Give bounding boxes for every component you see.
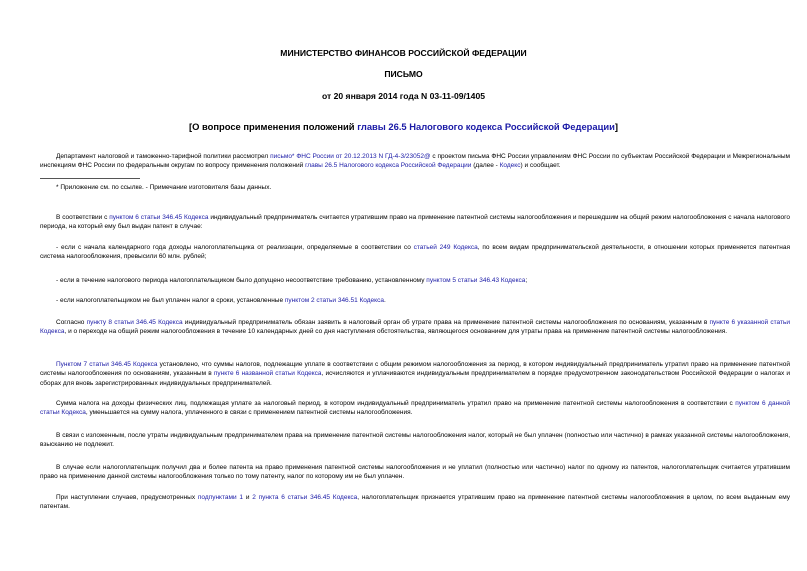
document-date-number: от 20 января 2014 года N 03-11-09/1405 [321,91,486,101]
paragraph-no-recovery: В связи с изложенным, после утраты индивидуальным предпринимателем права на применение патентной системы налогообложения налог, который не был уплачен (полностью или частично) в рамках указанной системы налогообложения, взысканию не подлежит. [40,432,790,449]
chapter-26-5-link[interactable]: главы 26.5 Налогового кодекса Российской Федерации [357,121,615,132]
article-346-45-p6-link[interactable]: пунктом 6 статьи 346.45 Кодекса [109,214,209,221]
list-item-requirement: - если в течение налогового периода налогоплательщиком было допущено несоответствие требованию, установленному пунктом 5 статьи 346.43 Кодекса; [56,277,528,284]
chapter-26-5-link[interactable]: главы 26.5 Налогового кодекса Российской Федерации [305,162,472,170]
article-346-45-p6-named-link[interactable]: пункте 6 названной статьи Кодекса [213,370,322,378]
ministry-heading: МИНИСТЕРСТВО ФИНАНСОВ РОССИЙСКОЙ ФЕДЕРАЦИИ [280,48,527,58]
document-type: ПИСЬМО [384,69,423,79]
article-249-link[interactable]: статьей 249 Кодекса [413,244,478,251]
article-346-45-p7-link[interactable]: Пунктом 7 статьи 346.45 Кодекса [56,361,158,368]
list-item-income: - если с начала календарного года доходы налогоплательщика от реализации, определяемые в соответствии со статьей 249 Кодекса, по всем видам предпринимательской деятельности, в отношении которых применяется патентная система налогообложения, превысили 60 млн. рублей; [40,244,790,261]
paragraph-grounds: В соответствии с пунктом 6 статьи 346.45 Кодекса индивидуальный предприниматель считается утратившим право на применение патентной системы налогообложения и перешедшим на общий режим налогообложения с начала налогового периода, на который ему был выдан патент в случае: [40,214,791,231]
document-subject: [О вопросе применения положений главы 26.5 Налогового кодекса Российской Федерации] [188,121,619,132]
article-346-43-p5-link[interactable]: пунктом 5 статьи 346.43 Кодекса [426,277,526,284]
article-346-51-p2-link[interactable]: пунктом 2 статьи 346.51 Кодекса [284,297,384,304]
paragraph-all-patents: При наступлении случаев, предусмотренных подпунктами 1 и 2 пункта 6 статьи 346.45 Кодекса, налогоплательщик признается утратившим право на применение патентной системы налогообложения в целом, по всем выданным ему патентам. [40,494,790,511]
subparagraph-2-link[interactable]: 2 пункта 6 статьи 346.45 Кодекса [252,494,358,501]
article-346-45-p6-given-link[interactable]: пунктом 6 данной статьи Кодекса [40,400,790,417]
footnote: * Приложение см. по ссылке. - Примечание изготовителя базы данных. [56,184,272,191]
paragraph-personal-income-tax: Сумма налога на доходы физических лиц, подлежащая уплате за налоговый период, в котором индивидуальный предприниматель утратил право на применение патентной системы налогообложения в соответствии с пунктом 6 данной статьи Кодекса, уменьшается на сумму налога, уплаченного в связи с применением патентной системы налогообложения. [40,400,790,417]
paragraph-tax-amounts: Пунктом 7 статьи 346.45 Кодекса установлено, что суммы налогов, подлежащие уплате в соответствии с общим режимом налогообложения за период, в котором индивидуальный предприниматель утратил право на применение патентной системы налогообложения по основаниям, указанным в пункте 6 названной статьи Кодекса, исчисляются и уплачиваются индивидуальным предпринимателем в порядке предусмотренном законодательством Российской Федерации о налогах и сборах для вновь зарегистрированных индивидуальных предпринимателей. [40,361,791,387]
paragraph-intro: Департамент налоговой и таможенно-тарифной политики рассмотрел письмо* ФНС России от 20.12.2013 N ГД-4-3/23052@ с проектом письма ФНС России управлениям ФНС России по субъектам Российской Федерации и Межрегиональным инспекциям ФНС России по федеральным округам по вопросу применения положений главы 26.5 Налогового кодекса Российской Федерации (далее - Кодекс) и сообщает. [40,153,790,170]
subparagraph-1-link[interactable]: подпунктами 1 [197,494,244,501]
paragraph-multiple-patents: В случае если налогоплательщик получил два и более патента на право применения патентной системы налогообложения и не уплатил (полностью или частично) налог по одному из патентов, налогоплательщик считается утратившим право на применение данной системы налогообложения только по тому патенту, налог по которому им не был уплачен. [40,464,790,481]
code-link[interactable]: Кодекс [499,162,521,170]
article-346-45-p6-ref-link[interactable]: пункте 6 указанной статьи Кодекса [40,319,790,336]
article-346-45-p8-link[interactable]: пункту 8 статьи 346.45 Кодекса [86,319,183,326]
paragraph-notify-obligation: Согласно пункту 8 статьи 346.45 Кодекса индивидуальный предприниматель обязан заявить в налоговый орган об утрате права на применение патентной системы налогообложения по основаниям, указанным в пункте 6 указанной статьи Кодекса, и о переходе на общий режим налогообложения в течение 10 календарных дней со дня наступления обстоятельства, являющегося основанием для утраты права на применение патентной системы налогообложения. [40,319,790,336]
fns-letter-link[interactable]: письмо* ФНС России от 20.12.2013 N ГД-4-3/23052@ [270,153,431,160]
list-item-unpaid-tax: - если налогоплательщиком не был уплачен налог в сроки, установленные пунктом 2 статьи 346.51 Кодекса. [56,297,386,304]
footnote-divider [40,178,140,179]
